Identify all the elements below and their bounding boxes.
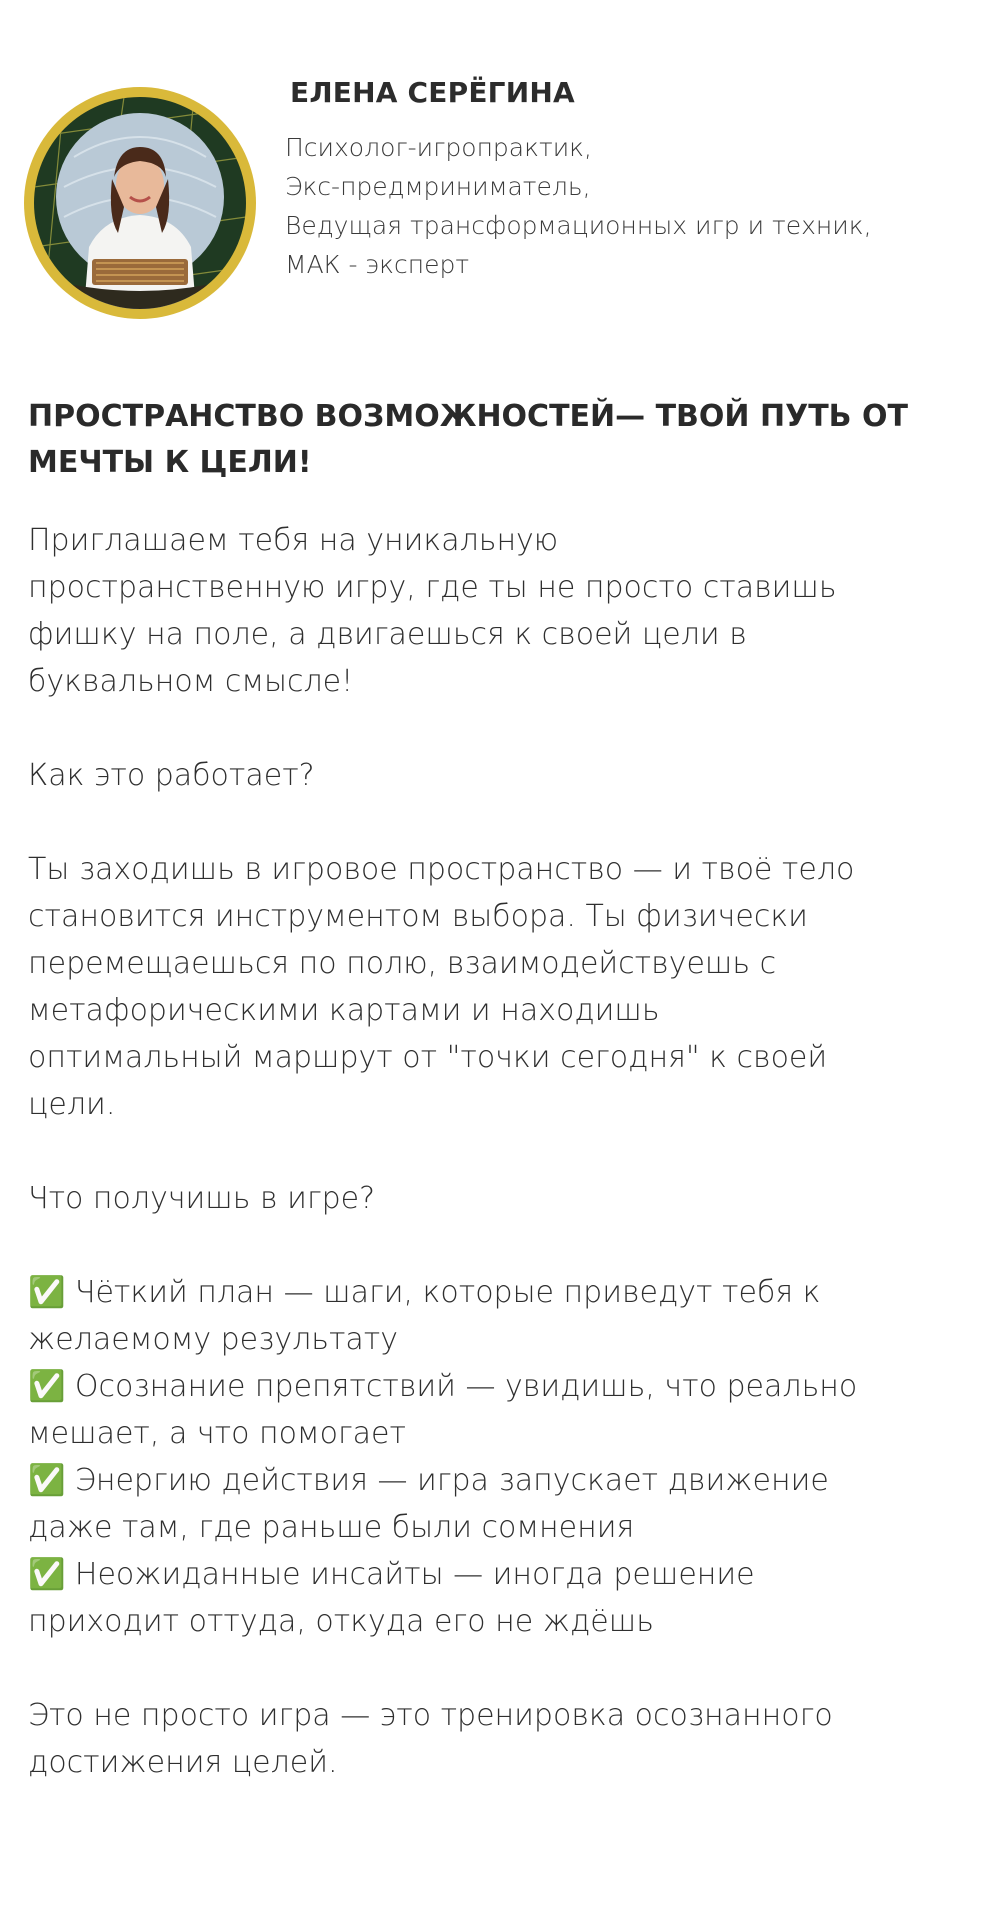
benefit-item: ✅ Осознание препятствий — увидишь, что реально мешает, а что помогает xyxy=(28,1369,858,1451)
paragraph: Как это работает? xyxy=(28,758,315,793)
paragraph: Что получишь в игре? xyxy=(28,1181,376,1216)
role-item: Экс-предмриниматель, xyxy=(285,172,591,201)
person-photo-icon xyxy=(34,97,246,309)
article-headline: ПРОСТРАНСТВО ВОЗМОЖНОСТЕЙ— ТВОЙ ПУТЬ ОТ МЕЧТЫ К ЦЕЛИ! xyxy=(28,399,908,480)
role-item: МАК - эксперт xyxy=(285,250,470,279)
benefit-item: ✅ Неожиданные инсайты — иногда решение приходит оттуда, откуда его не ждёшь xyxy=(28,1557,755,1639)
paragraph: Ты заходишь в игровое пространство — и твоё тело становится инструментом выбора. Ты физически перемещаешься по полю, взаимодействуешь с метафорическими картами и находишь оптимальный маршрут от "точки сегодня" к своей цели. xyxy=(28,852,855,1122)
role-item: Ведущая трансформационных игр и техник, xyxy=(285,211,872,240)
paragraph-spacer xyxy=(28,1222,958,1269)
paragraph-spacer xyxy=(28,1128,958,1175)
benefit-item: ✅ Чёткий план — шаги, которые приведут тебя к желаемому результату xyxy=(28,1275,821,1357)
avatar[interactable] xyxy=(24,87,256,319)
author-name: ЕЛЕНА СЕРЁГИНА xyxy=(290,76,575,109)
paragraph-spacer xyxy=(28,1645,958,1692)
paragraph: Приглашаем тебя на уникальную пространственную игру, где ты не просто ставишь фишку на поле, а двигаешься к своей цели в буквальном смысле! xyxy=(28,523,837,699)
benefit-item: ✅ Энергию действия — игра запускает движение даже там, где раньше были сомнения xyxy=(28,1463,829,1545)
role-item: Психолог-игропрактик, xyxy=(285,133,592,162)
author-profile xyxy=(0,0,981,330)
article-body xyxy=(28,517,958,1786)
paragraph-spacer xyxy=(28,705,958,752)
author-roles xyxy=(285,128,872,284)
paragraph-spacer xyxy=(28,799,958,846)
paragraph: Это не просто игра — это тренировка осознанного достижения целей. xyxy=(28,1698,833,1780)
